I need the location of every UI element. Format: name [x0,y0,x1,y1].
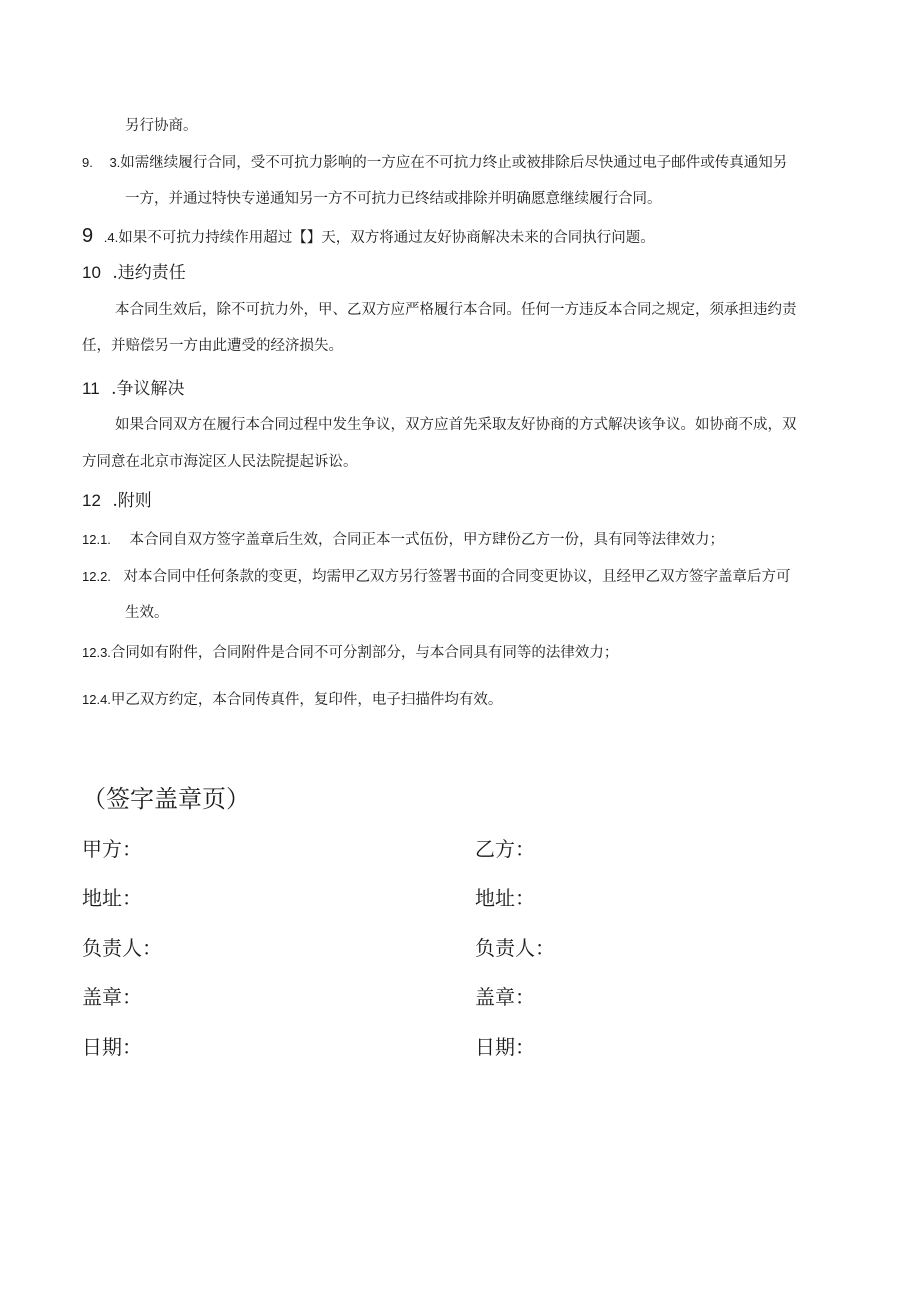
clause-12-3 [82,643,618,663]
party-b-address-label: 地址： [475,886,535,910]
clause-12-4 [82,690,502,710]
section-title: .附则 [112,491,152,511]
clause-number: 12.3. [82,645,111,660]
clause-9-4 [82,226,655,248]
clause-number: 12.1. [82,532,111,547]
section-12-heading [82,489,152,513]
clause-subnumber: 3. [109,155,121,170]
party-a-address-label: 地址： [82,886,142,910]
party-b-seal-label: 盖章： [475,985,535,1009]
section-11-para-line1: 如果合同双方在履行本合同过程中发生争议，双方应首先采取友好协商的方式解决该争议。如协商不成，双 [115,417,797,433]
clause-text: 如果不可抗力持续作用超过【】天，双方将通过友好协商解决未来的合同执行问题。 [118,230,655,246]
section-11-para-line2: 方同意在北京市海淀区人民法院提起诉讼。 [82,454,358,470]
section-title: .争议解决 [111,379,185,399]
clause-12-2-line2: 生效。 [125,605,169,621]
party-a-person-label: 负责人： [82,936,162,960]
clause-12-2 [82,567,791,587]
clause-text: 如需继续履行合同，受不可抗力影响的一方应在不可抗力终止或被排除后尽快通过电子邮件或传真通知另 [120,155,788,171]
clause-number: 12.2. [82,569,111,584]
clause-9-2-continuation: 另行协商。 [125,118,198,134]
section-number: 11 [82,379,100,398]
clause-text: 甲乙双方约定，本合同传真件，复印件，电子扫描件均有效。 [110,692,503,708]
clause-9-3-line2: 一方，并通过特快专递通知另一方不可抗力已终结或排除并明确愿意继续履行合同。 [125,191,662,207]
clause-12-1 [82,530,724,550]
section-number: 12 [82,491,101,510]
clause-9-3 [82,153,787,173]
clause-number: 9 [82,225,94,247]
clause-text: 本合同自双方签字盖章后生效，合同正本一式伍份，甲方肆份乙方一份，具有同等法律效力； [129,532,725,548]
section-11-heading [82,377,184,401]
party-b-name-label: 乙方： [475,837,535,861]
party-a-date-label: 日期： [82,1035,142,1059]
party-b-date-label: 日期： [475,1035,535,1059]
signature-page-title: （签字盖章页） [82,785,250,813]
section-number: 10 [82,263,101,282]
clause-subnumber: .4. [103,230,119,245]
clause-number: 12.4. [82,692,111,707]
clause-text: 对本合同中任何条款的变更，均需甲乙双方另行签署书面的合同变更协议，且经甲乙双方签字盖章后方可 [123,569,791,585]
party-a-name-label: 甲方： [82,837,142,861]
party-a-seal-label: 盖章： [82,985,142,1009]
clause-number: 9. [82,155,93,170]
section-10-para-line1: 本合同生效后，除不可抗力外，甲、乙双方应严格履行本合同。任何一方违反本合同之规定，须承担违约责 [115,302,797,318]
party-b-person-label: 负责人： [475,936,555,960]
section-10-para-line2: 任，并赔偿另一方由此遭受的经济损失。 [82,338,343,354]
clause-text: 合同如有附件，合同附件是合同不可分割部分，与本合同具有同等的法律效力； [110,645,619,661]
section-title: .违约责任 [112,263,186,283]
section-10-heading [82,261,186,285]
